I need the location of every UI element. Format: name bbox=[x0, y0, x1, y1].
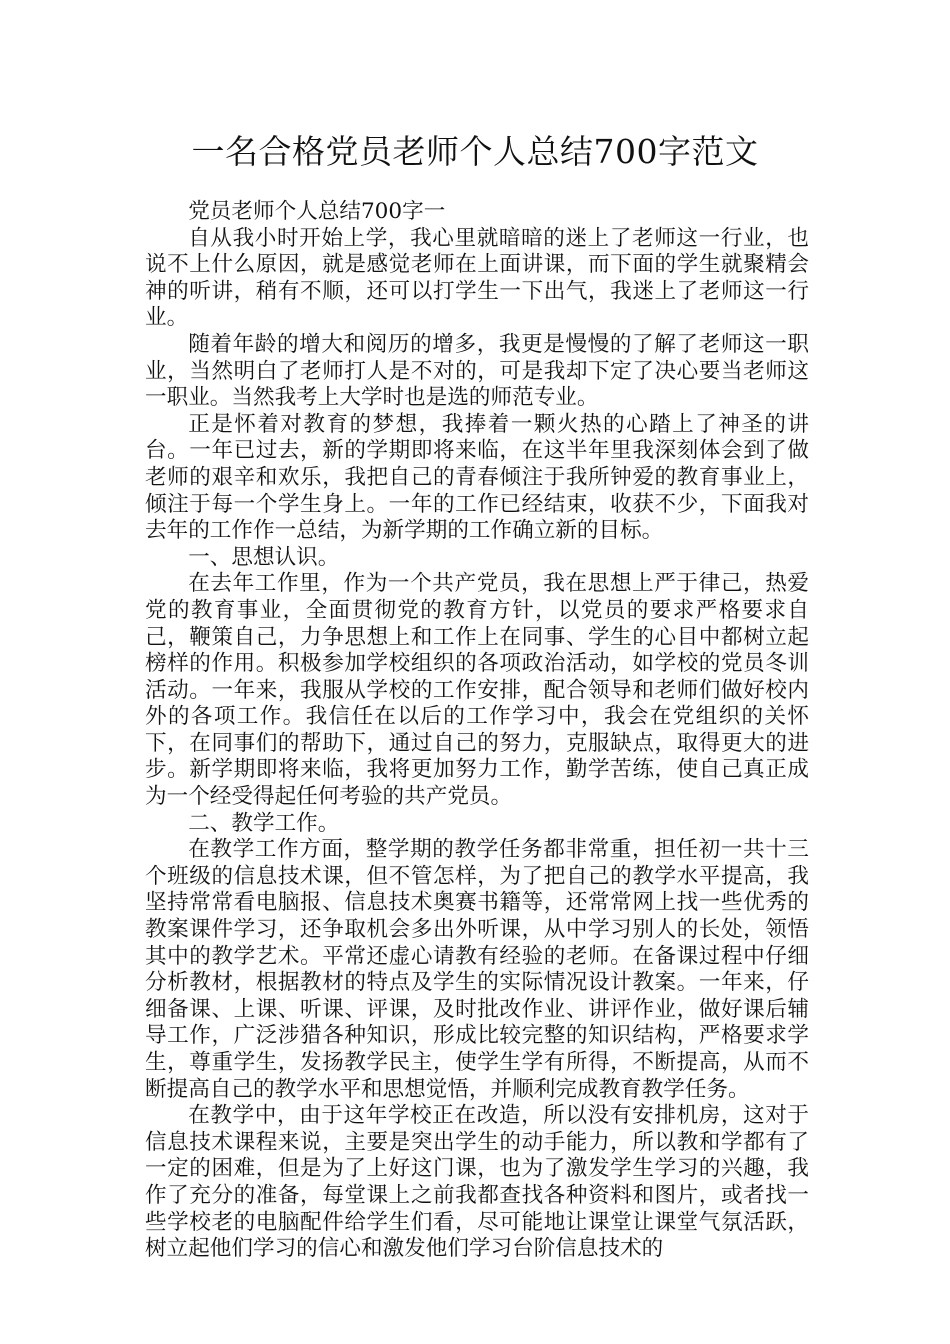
section-heading: 二、教学工作。 bbox=[188, 810, 340, 836]
body-paragraph: 在教学中，由于这年学校正在改造，所以没有安排机房，这对于信息技术课程来说，主要是突出学生的动手能力，所以教和学都有了一定的困难，但是为了上好这门课，也为了激发学生学习的兴趣，我作了充分的准备，每堂课上之前我都查找各种资料和图片，或者找一些学校老的电脑配件给学生们看，尽可能地让课堂让课堂气氛活跃，树立起他们学习的信心和激发他们学习台阶信息技术的 bbox=[145, 1103, 809, 1262]
body-paragraph: 正是怀着对教育的梦想，我捧着一颗火热的心踏上了神圣的讲台。一年已过去，新的学期即将来临，在这半年里我深刻体会到了做老师的艰辛和欢乐，我把自己的青春倾注于我所钟爱的教育事业上，倾注于每一个学生身上。一年的工作已经结束，收获不少，下面我对去年的工作作一总结，为新学期的工作确立新的目标。 bbox=[145, 411, 809, 544]
body-paragraph: 随着年龄的增大和阅历的增多，我更是慢慢的了解了老师这一职业，当然明白了老师打人是不对的，可是我却下定了决心要当老师这一职业。当然我考上大学时也是选的师范专业。 bbox=[145, 331, 809, 411]
body-paragraph: 自从我小时开始上学，我心里就暗暗的迷上了老师这一行业，也说不上什么原因，就是感觉老师在上面讲课，而下面的学生就聚精会神的听讲，稍有不顺，还可以打学生一下出气，我迷上了老师这一行业。 bbox=[145, 225, 809, 331]
section-heading: 一、思想认识。 bbox=[188, 544, 340, 570]
body-paragraph: 在教学工作方面，整学期的教学任务都非常重，担任初一共十三个班级的信息技术课，但不管怎样，为了把自己的教学水平提高，我坚持常常看电脑报、信息技术奥赛书籍等，还常常网上找一些优秀的教案课件学习，还争取机会多出外听课，从中学习别人的长处，领悟其中的教学艺术。平常还虚心请教有经验的老师。在备课过程中仔细分析教材，根据教材的特点及学生的实际情况设计教案。一年来，仔细备课、上课、听课、评课，及时批改作业、讲评作业，做好课后辅导工作，广泛涉猎各种知识，形成比较完整的知识结构，严格要求学生，尊重学生，发扬教学民主，使学生学有所得，不断提高，从而不断提高自己的教学水平和思想觉悟，并顺利完成教育教学任务。 bbox=[145, 837, 809, 1102]
subtitle-paragraph: 党员老师个人总结700字一 bbox=[188, 199, 446, 224]
body-paragraph: 在去年工作里，作为一个共产党员，我在思想上严于律己，热爱党的教育事业，全面贯彻党的教育方针，以党员的要求严格要求自己，鞭策自己，力争思想上和工作上在同事、学生的心目中都树立起榜样的作用。积极参加学校组织的各项政治活动，如学校的党员冬训活动。一年来，我服从学校的工作安排，配合领导和老师们做好校内外的各项工作。我信任在以后的工作学习中，我会在党组织的关怀下，在同事们的帮助下，通过自己的努力，克服缺点，取得更大的进步。新学期即将来临，我将更加努力工作，勤学苦练，使自己真正成为一个经受得起任何考验的共产党员。 bbox=[145, 571, 809, 810]
document-title: 一名合格党员老师个人总结700字范文 bbox=[191, 132, 759, 171]
document-body bbox=[145, 199, 809, 1263]
